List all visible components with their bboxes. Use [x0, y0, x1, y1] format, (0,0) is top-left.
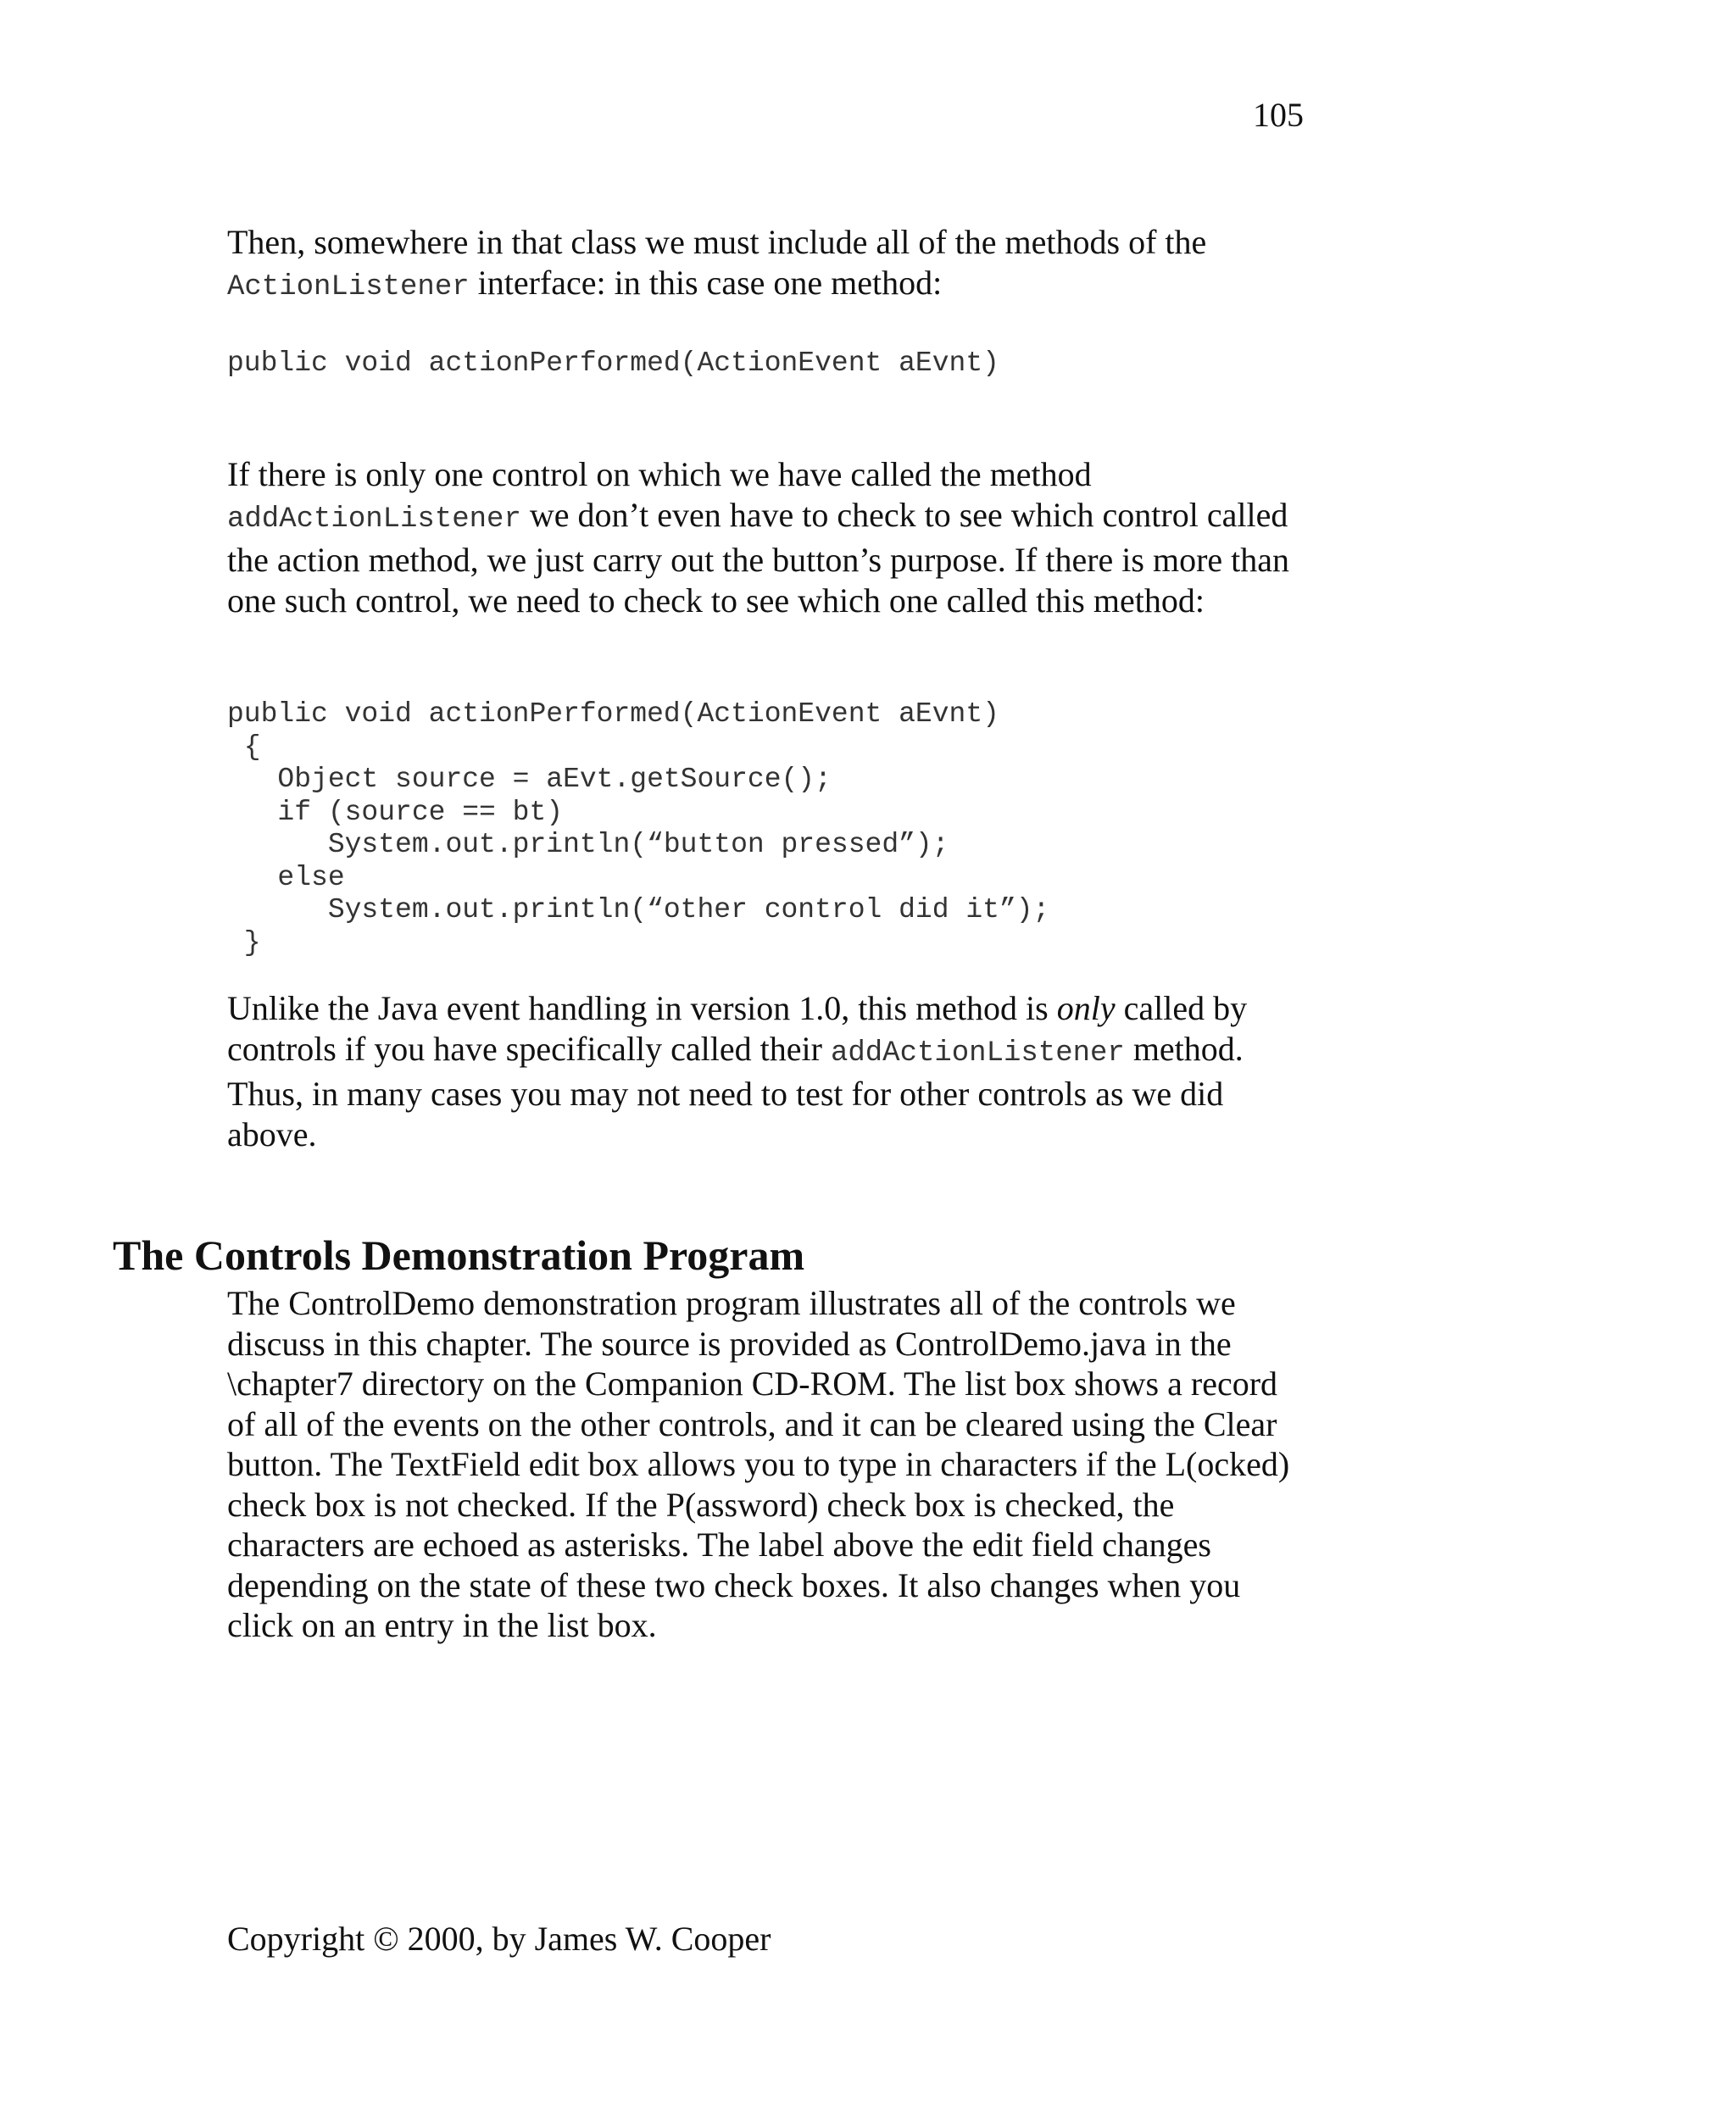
- paragraph-text: called by controls if you have specifically called their: [227, 989, 1248, 1068]
- code-block-method-signature: public void actionPerformed(ActionEvent aEvnt): [227, 347, 999, 379]
- paragraph-text: method. Thus, in many cases you may not need to test for other controls as we did above.: [227, 1029, 1244, 1153]
- paragraph-text: If there is only one control on which we have called the method: [227, 455, 1092, 493]
- inline-code: addActionListener: [830, 1037, 1125, 1070]
- code-block-action-performed: public void actionPerformed(ActionEvent aEvnt) { Object source = aEvt.getSource(); if (source == bt) System.out.println(“button pressed”); else System.out.println(“other control did it”); }: [227, 698, 1050, 959]
- paragraph-control-demo: The ControlDemo demonstration program illustrates all of the controls we discuss in this chapter. The source is provided as ControlDemo.java in the \chapter7 directory on the Companion CD-ROM. The list box shows a record of all of the events on the other controls, and it can be cleared using the Clear button. The TextField edit box allows you to type in characters if the L(ocked) check box is not checked. If the P(assword) check box is checked, the characters are echoed as asterisks. The label above the edit field changes depending on the state of these two check boxes. It also changes when you click on an entry in the list box.: [227, 1284, 1290, 1644]
- paragraph-text: we don’t even have to check to see which control called the action method, we just carry out the button’s purpose. If there is more than one such control, we need to check to see which one called this method:: [227, 495, 1290, 620]
- paragraph-text: Then, somewhere in that class we must include all of the methods of the: [227, 223, 1207, 261]
- paragraph-action-listener-intro: [227, 222, 1295, 308]
- page-number: 105: [1253, 96, 1304, 134]
- inline-code: ActionListener: [227, 270, 470, 303]
- emphasis-text: only: [1056, 989, 1116, 1027]
- paragraph-single-control: [227, 454, 1295, 620]
- inline-code: addActionListener: [227, 503, 521, 536]
- paragraph-event-handling: [227, 988, 1295, 1154]
- copyright-footer: Copyright © 2000, by James W. Cooper: [227, 1920, 771, 1958]
- paragraph-text: Unlike the Java event handling in version 1.0, this method is: [227, 989, 1057, 1027]
- paragraph-text: interface: in this case one method:: [469, 263, 943, 302]
- section-heading: The Controls Demonstration Program: [113, 1231, 805, 1279]
